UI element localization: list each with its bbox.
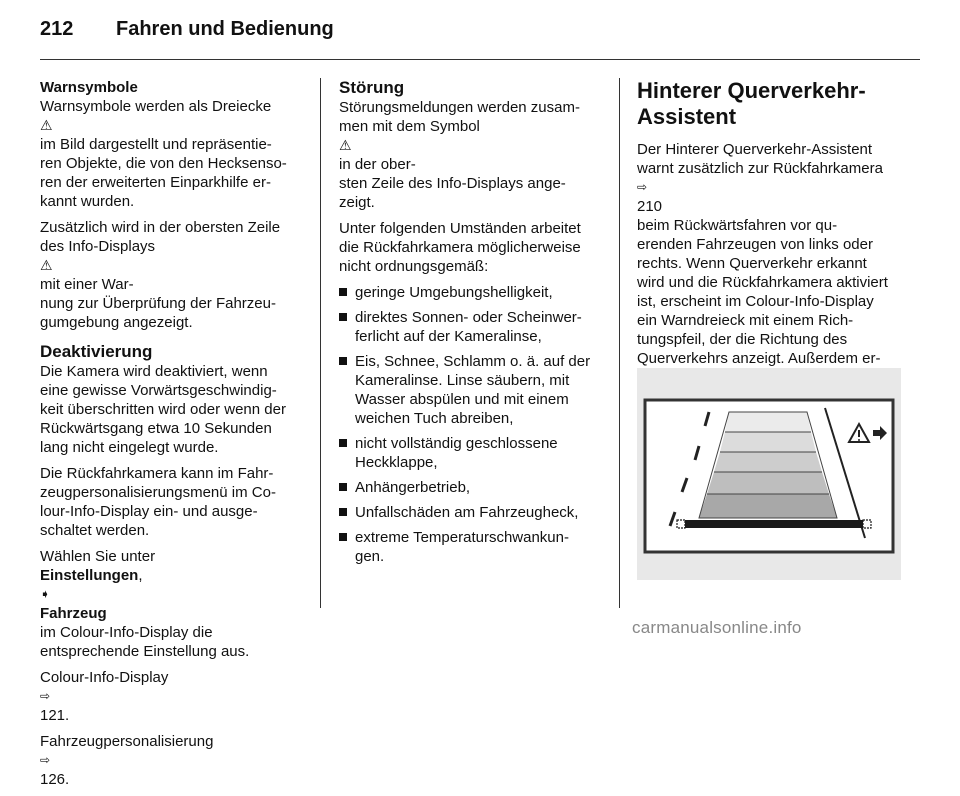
column-right (637, 78, 907, 413)
text-line: Kameralinse. Linse säubern, mit (355, 372, 570, 389)
stoerung-heading: Störung (339, 78, 405, 97)
text-line (637, 178, 907, 235)
guide-band (707, 472, 829, 494)
text-line: ren Objekte, die von den Hecksenso- (40, 155, 287, 172)
bullet-icon (339, 483, 347, 491)
text-fragment: beim Rückwärtsfahren vor qu- (637, 217, 838, 234)
text-line: nicht vollständig geschlossene (355, 435, 558, 452)
menu-fahrzeug: Fahrzeug (40, 605, 107, 622)
rear-camera-illustration (637, 368, 901, 580)
list-item (339, 528, 605, 566)
text-line: extreme Temperaturschwankun- (355, 529, 569, 546)
ref-page: 126. (40, 771, 70, 788)
conditions-list (339, 283, 605, 566)
cross-reference-1[interactable] (40, 668, 306, 725)
text-line: Störungsmeldungen werden zusam- (339, 99, 580, 116)
section-title (637, 78, 907, 130)
text-line: Anhängerbetrieb, (355, 479, 471, 496)
text-line: Rückwärtsgang etwa 10 Sekunden (40, 420, 272, 437)
text-line: keit überschritten wird oder wenn der (40, 401, 286, 418)
text-line: ein Warndreieck mit einem Rich- (637, 312, 854, 329)
ref-page: 121. (40, 707, 70, 724)
stoerung-paragraph (339, 98, 605, 212)
text-fragment: men mit dem Symbol (339, 118, 480, 135)
text-line: schaltet werden. (40, 522, 150, 539)
ref-arrow-icon: ⇨ (40, 689, 51, 703)
text-line (40, 604, 306, 642)
text-line: die Rückfahrkamera möglicherweise (339, 239, 581, 256)
bullet-icon (339, 533, 347, 541)
text-line: Wählen Sie unter Einstellungen, ➧ (40, 547, 306, 604)
warnsymbole-heading: Warnsymbole (40, 79, 138, 96)
text-line: lang nicht eingelegt wurde. (40, 439, 219, 456)
ref-arrow-icon: ⇨ (40, 753, 51, 767)
watermark: carmanualsonline.info (632, 618, 802, 637)
menu-arrow-icon: ➧ (40, 587, 51, 601)
header-divider (40, 59, 920, 60)
text-line: Zusätzlich wird in der obersten Zeile (40, 219, 281, 236)
text-line: zeigt. (339, 194, 375, 211)
text-line: wird und die Rückfahrkamera aktiviert (637, 274, 888, 291)
bullet-icon (339, 313, 347, 321)
guide-band (725, 412, 811, 432)
text-line: geringe Umgebungshelligkeit, (355, 284, 553, 301)
warning-triangle-icon: ⚠ (40, 257, 53, 273)
bullet-icon (339, 357, 347, 365)
guide-band (720, 432, 816, 452)
page-header (40, 18, 920, 48)
warning-triangle-icon: ⚠ (339, 137, 352, 153)
text-line (40, 116, 306, 154)
deaktivierung-paragraph (40, 362, 306, 457)
text-fragment: Wählen Sie unter (40, 548, 156, 565)
text-line: kannt wurden. (40, 193, 135, 210)
text-fragment: Fahrzeugpersonalisierung (40, 733, 214, 750)
text-fragment: Colour-Info-Display (40, 669, 169, 686)
text-line (40, 237, 306, 294)
text-line (40, 732, 306, 789)
list-item (339, 308, 605, 346)
text-fragment: des Info-Displays (40, 238, 156, 255)
text-line: gumgebung angezeigt. (40, 314, 193, 331)
conditions-intro (339, 219, 605, 276)
text-line: sten Zeile des Info-Displays ange- (339, 175, 566, 192)
guide-band (699, 494, 837, 518)
text-line: nung zur Überprüfung der Fahrzeu- (40, 295, 276, 312)
text-line: weichen Tuch abreiben, (355, 410, 514, 427)
text-line: zeugpersonalisierungsmenü im Co- (40, 484, 276, 501)
text-line (339, 117, 605, 174)
column-divider (320, 78, 321, 608)
text-line: nicht ordnungsgemäß: (339, 258, 489, 275)
text-line: Heckklappe, (355, 454, 438, 471)
text-line: direktes Sonnen- oder Scheinwer- (355, 309, 582, 326)
text-line: ferlicht auf der Kameralinse, (355, 328, 542, 345)
text-line: Wasser abspülen und mit einem (355, 391, 569, 408)
page-number: 212 (40, 18, 74, 40)
warnsymbole-paragraph (40, 97, 306, 211)
column-divider (619, 78, 620, 608)
info-display-paragraph (40, 218, 306, 332)
list-item (339, 352, 605, 428)
deaktivierung-heading: Deaktivierung (40, 342, 153, 361)
bullet-icon (339, 508, 347, 516)
cross-reference-2[interactable] (40, 732, 306, 789)
warning-triangle-icon: ⚠ (40, 117, 53, 133)
chapter-title: Fahren und Bedienung (116, 18, 334, 40)
text-line: Der Hinterer Querverkehr-Assistent (637, 141, 873, 158)
text-line: Die Rückfahrkamera kann im Fahr- (40, 465, 274, 482)
camera-toggle-paragraph (40, 464, 306, 540)
text-fragment: im Colour-Info-Display die (40, 624, 213, 641)
menu-einstellungen: Einstellungen (40, 567, 139, 584)
bullet-icon (339, 439, 347, 447)
list-item (339, 283, 605, 302)
text-line: Eis, Schnee, Schlamm o. ä. auf der (355, 353, 591, 370)
text-line: Unfallschäden am Fahrzeugheck, (355, 504, 579, 521)
text-line: Die Kamera wird deaktiviert, wenn (40, 363, 268, 380)
text-line: erenden Fahrzeugen von links oder (637, 236, 873, 253)
text-line: eine gewisse Vorwärtsgeschwindig- (40, 382, 277, 399)
text-fragment: im Bild dargestellt und repräsentie- (40, 136, 272, 153)
bullet-icon (339, 288, 347, 296)
text-line: lour-Info-Display ein- und ausge- (40, 503, 258, 520)
text-line: gen. (355, 548, 385, 565)
title-line: Hinterer Querverkehr- (637, 78, 866, 103)
text-line: entsprechende Einstellung aus. (40, 643, 250, 660)
guide-band (714, 452, 822, 472)
text-line: ist, erscheint im Colour-Info-Display (637, 293, 874, 310)
list-item (339, 478, 605, 497)
text-fragment: mit einer War- (40, 276, 134, 293)
text-line: Warnsymbole werden als Dreiecke (40, 98, 272, 115)
ref-page[interactable]: 210 (637, 198, 663, 215)
camera-display-graphic (637, 368, 901, 580)
text-line: Querverkehrs anzeigt. Außerdem er- (637, 350, 881, 367)
text-line: rechts. Wenn Querverkehr erkannt (637, 255, 867, 272)
settings-path-paragraph (40, 547, 306, 661)
assistant-paragraph (637, 140, 907, 406)
list-item (339, 503, 605, 522)
title-line: Assistent (637, 104, 737, 129)
bumper-line (685, 520, 863, 528)
column-left (40, 78, 306, 796)
list-item (339, 434, 605, 472)
text-line: Unter folgenden Umständen arbeitet (339, 220, 581, 237)
text-line: tungspfeil, der die Richtung des (637, 331, 848, 348)
text-line: warnt zusätzlich zur Rückfahrkamera (637, 160, 883, 177)
text-line: ren der erweiterten Einparkhilfe er- (40, 174, 271, 191)
text-line (40, 668, 306, 725)
ref-arrow-icon: ⇨ (637, 180, 648, 194)
column-middle (339, 78, 605, 572)
text-fragment: in der ober- (339, 156, 416, 173)
